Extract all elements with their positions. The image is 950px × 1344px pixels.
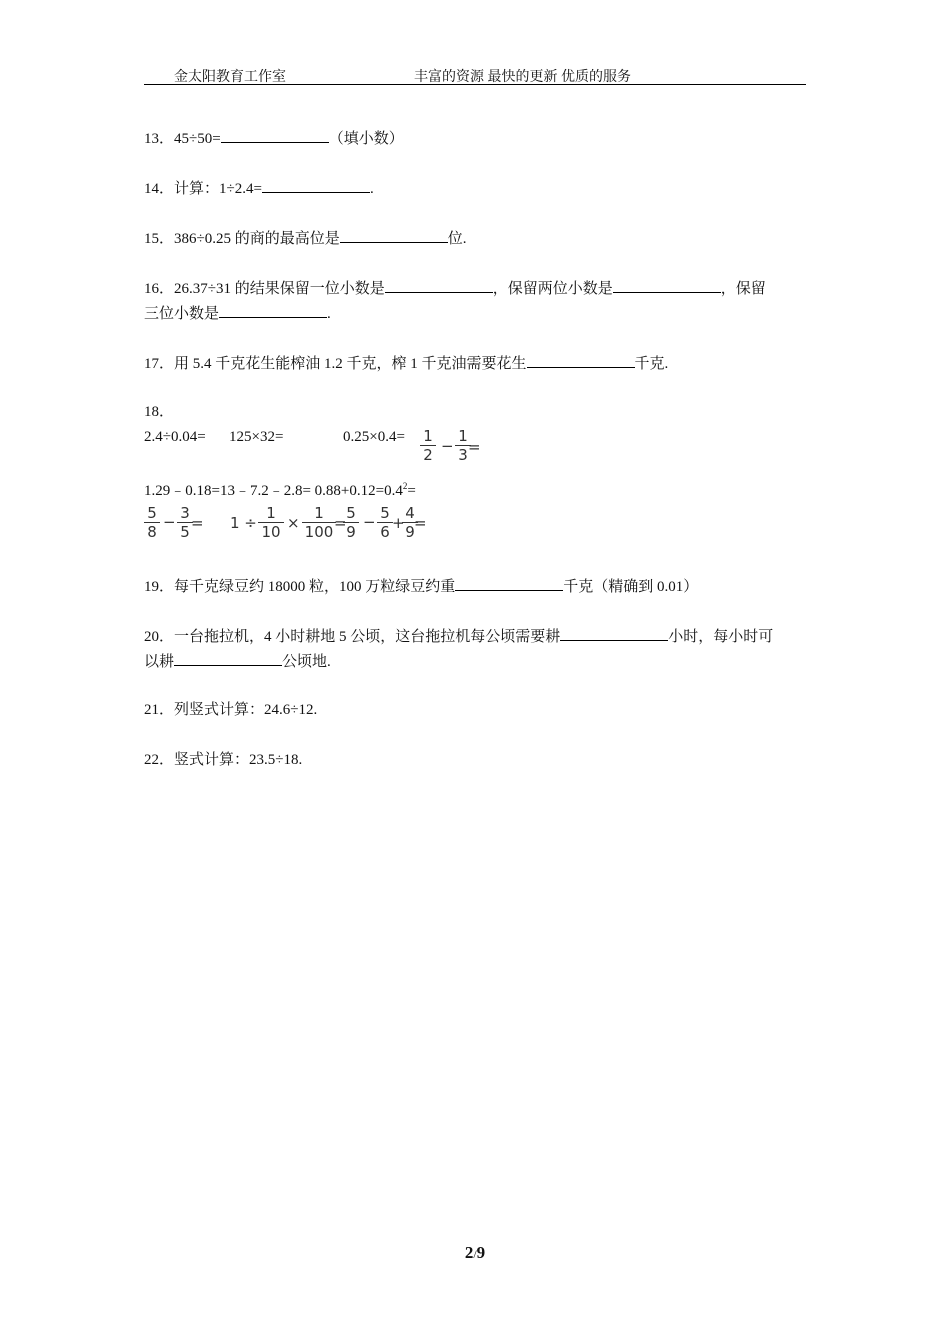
numerator: 1	[458, 427, 468, 445]
times-sign: ×	[287, 514, 300, 532]
expr-3: 0.25×0.4=	[343, 429, 405, 445]
question-16-text-a: 16．26.37÷31 的结果保留一位小数是	[144, 281, 385, 297]
question-22: 22．竖式计算：23.5÷18.	[144, 752, 303, 768]
minus-sign: −	[441, 437, 454, 455]
question-16-line-1	[144, 277, 766, 299]
denominator: 9	[346, 523, 356, 541]
question-15-suffix: 位.	[447, 231, 467, 247]
answer-blank[interactable]	[613, 277, 721, 293]
denominator: 10	[261, 523, 281, 541]
question-18-row-2	[144, 476, 416, 501]
equals-sign: =	[334, 514, 347, 532]
question-15-text: 15．386÷0.25 的商的最高位是	[144, 231, 340, 247]
answer-blank[interactable]	[560, 625, 668, 641]
answer-blank[interactable]	[262, 177, 370, 193]
question-20-text-c: 以耕	[144, 654, 175, 670]
question-14	[144, 177, 374, 199]
question-13-text: 13．45÷50=	[144, 131, 221, 147]
question-16-text-d: 三位小数是	[144, 306, 220, 322]
fraction-5-8	[144, 504, 160, 541]
numerator: 1	[266, 504, 276, 522]
question-19	[144, 575, 698, 597]
question-20-line-1	[144, 625, 773, 647]
question-19-suffix: 千克（精确到 0.01）	[563, 579, 699, 595]
question-13	[144, 127, 404, 149]
question-20-text-d: 公顷地.	[282, 654, 331, 670]
numerator: 1	[314, 504, 324, 522]
minus-sign: −	[363, 513, 376, 531]
exponent: 2	[402, 481, 408, 491]
question-18-label: 18．	[144, 404, 175, 420]
question-20-text-b: 小时，每小时可	[668, 629, 774, 645]
numerator: 1	[423, 427, 433, 445]
one-divide: 1 ÷	[230, 514, 257, 532]
expr-row-2-end: =	[407, 483, 416, 499]
fraction-5-9	[343, 504, 359, 541]
fraction-1-2	[420, 427, 436, 464]
equals-sign: =	[468, 438, 481, 456]
numerator: 3	[180, 504, 190, 522]
question-17-text: 17．用 5.4 千克花生能榨油 1.2 千克，榨 1 千克油需要花生	[144, 356, 527, 372]
answer-blank[interactable]	[219, 302, 327, 318]
question-20-line-2	[144, 650, 331, 672]
denominator: 9	[405, 523, 415, 541]
question-14-text: 14．计算：1÷2.4=	[144, 181, 262, 197]
expr-1: 2.4÷0.04=	[144, 429, 206, 445]
question-13-suffix: （填小数）	[328, 131, 404, 147]
numerator: 5	[380, 504, 390, 522]
page-number	[0, 1243, 950, 1263]
denominator: 8	[147, 523, 157, 541]
question-18-row-1	[144, 427, 206, 447]
question-21: 21．列竖式计算：24.6÷12.	[144, 702, 318, 718]
numerator: 4	[405, 504, 415, 522]
page-separator: /	[473, 1247, 477, 1261]
answer-blank[interactable]	[174, 650, 282, 666]
denominator: 2	[423, 446, 433, 464]
minus-sign: −	[163, 513, 176, 531]
header-right-text: 丰富的资源 最快的更新 优质的服务	[414, 70, 631, 85]
question-16-text-b: ，保留两位小数是	[492, 281, 613, 297]
question-17-suffix: 千克.	[634, 356, 669, 372]
question-16-text-c: ，保留	[720, 281, 766, 297]
numerator: 5	[346, 504, 356, 522]
denominator: 6	[380, 523, 390, 541]
question-17	[144, 352, 668, 374]
question-16-line-2	[144, 302, 331, 324]
answer-blank[interactable]	[385, 277, 493, 293]
page-header	[144, 64, 806, 85]
expr-row-2: 1.29﹣0.18=13﹣7.2﹣2.8= 0.88+0.12=0.4	[144, 483, 403, 499]
answer-blank[interactable]	[221, 127, 329, 143]
expr-2: 125×32=	[229, 429, 284, 445]
question-16-text-e: .	[327, 306, 331, 322]
denominator: 100	[304, 523, 334, 541]
total-pages: 9	[476, 1243, 486, 1262]
answer-blank[interactable]	[527, 352, 635, 368]
denominator: 3	[458, 446, 468, 464]
answer-blank[interactable]	[455, 575, 563, 591]
header-left-text: 金太阳教育工作室	[174, 70, 286, 85]
question-15	[144, 227, 467, 249]
question-20-text-a: 20．一台拖拉机，4 小时耕地 5 公顷，这台拖拉机每公顷需要耕	[144, 629, 561, 645]
current-page: 2	[464, 1243, 474, 1262]
fraction-1-100	[302, 504, 336, 541]
plus-sign: +	[392, 514, 405, 532]
question-14-suffix: .	[369, 181, 374, 197]
numerator: 5	[147, 504, 157, 522]
question-19-text: 19．每千克绿豆约 18000 粒，100 万粒绿豆约重	[144, 579, 456, 595]
equals-sign: =	[191, 514, 204, 532]
denominator: 5	[180, 523, 190, 541]
answer-blank[interactable]	[340, 227, 448, 243]
fraction-1-10	[258, 504, 284, 541]
fraction-5-6	[377, 504, 393, 541]
equals-sign: =	[414, 514, 427, 532]
